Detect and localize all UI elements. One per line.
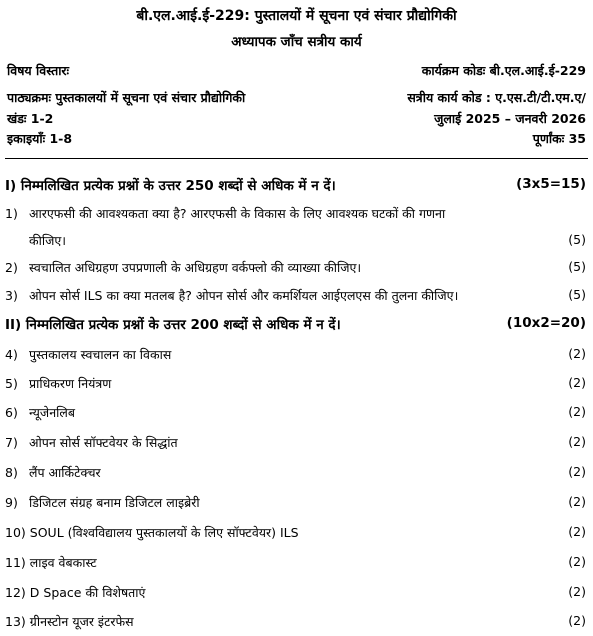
question-5 — [5, 375, 586, 392]
question-6 — [5, 404, 586, 421]
question-marks: (2) — [568, 346, 586, 361]
question-marks: (2) — [568, 584, 586, 599]
question-8 — [5, 464, 586, 481]
question-text: डिजिटल संग्रह बनाम डिजिटल लाइब्रेरी — [28, 495, 200, 510]
question-marks: (2) — [568, 434, 586, 449]
document-title: बी.एल.आई.ई-229: पुस्तालयों में सूचना एवं संचार प्रौद्योगिकी — [136, 8, 457, 24]
question-3 — [5, 287, 586, 304]
question-text: लाइव वेबकास्ट — [29, 555, 97, 570]
question-text: पुस्तकालय स्वचालन का विकास — [28, 347, 172, 362]
question-number: 8) — [5, 465, 18, 480]
question-1 — [5, 205, 586, 222]
question-number: 11) — [5, 555, 26, 570]
question-11 — [5, 554, 586, 571]
section-2-marks: (10x2=20) — [506, 315, 586, 331]
question-marks: (2) — [568, 464, 586, 479]
units: इकाइयाँः 1-8 — [7, 131, 73, 146]
question-marks: (2) — [568, 375, 586, 390]
question-marks: (2) — [568, 494, 586, 509]
question-number: 1) — [5, 206, 18, 221]
divider — [5, 158, 588, 159]
question-13 — [5, 613, 586, 630]
question-number: 2) — [5, 260, 18, 275]
blocks: खंडः 1-2 — [7, 111, 54, 126]
question-text: न्यूजेनलिब — [28, 405, 75, 420]
assignment-code: सत्रीय कार्य कोड : ए.एस.टी/टी.एम.ए/ — [407, 90, 586, 105]
section-1-heading — [5, 176, 586, 194]
subject-label: विषय विस्तारः — [7, 63, 70, 78]
question-9 — [5, 494, 586, 511]
question-text-continued: कीजिए। — [29, 233, 67, 248]
question-number: 13) — [5, 614, 26, 629]
question-marks: (5) — [568, 259, 586, 274]
question-text: लैंप आर्किटेक्चर — [28, 465, 101, 480]
question-number: 5) — [5, 376, 18, 391]
document-subtitle: अध्यापक जाँच सत्रीय कार्य — [231, 34, 362, 50]
question-marks: (5) — [568, 232, 586, 247]
question-number: 4) — [5, 347, 18, 362]
question-12 — [5, 584, 586, 601]
question-2 — [5, 259, 586, 276]
question-text: ग्रीनस्टोन यूजर इंटरफेस — [29, 614, 134, 629]
question-number: 3) — [5, 288, 18, 303]
question-marks: (5) — [568, 287, 586, 302]
question-text: आरएफसी की आवश्यकता क्या है? आरएफसी के विकास के लिए आवश्यक घटकों की गणना — [28, 206, 446, 221]
question-number: 6) — [5, 405, 18, 420]
max-marks: पूर्णांकः 35 — [532, 131, 586, 146]
question-text: ओपन सोर्स ILS का क्या मतलब है? ओपन सोर्स और कमर्शियल आईएलएस की तुलना कीजिए। — [28, 288, 459, 303]
question-number: 7) — [5, 435, 18, 450]
question-text: प्राधिकरण नियंत्रण — [28, 376, 112, 391]
question-10 — [5, 524, 586, 541]
question-text: ओपन सोर्स सॉफ्टवेयर के सिद्धांत — [28, 435, 178, 450]
question-number: 9) — [5, 495, 18, 510]
session: जुलाई 2025 – जनवरी 2026 — [434, 111, 586, 126]
course-name: पाठ्यक्रमः पुस्तकालयों में सूचना एवं संचार प्रौद्योगिकी — [7, 90, 246, 105]
question-marks: (2) — [568, 554, 586, 569]
section-2-heading — [5, 315, 586, 333]
question-7 — [5, 434, 586, 451]
section-1-heading-text: I) निम्मलिखित प्रत्येक प्रश्नों के उत्तर 250 शब्दों से अधिक में न दें। — [5, 178, 336, 194]
section-1-marks: (3x5=15) — [516, 176, 586, 192]
question-marks: (2) — [568, 524, 586, 539]
question-text: स्वचालित अधिग्रहण उपप्रणाली के अधिग्रहण वर्कफ्लो की व्याख्या कीजिए। — [28, 260, 362, 275]
question-number: 12) — [5, 585, 26, 600]
question-marks: (2) — [568, 404, 586, 419]
question-number: 10) — [5, 525, 26, 540]
question-text: SOUL (विश्वविद्यालय पुस्तकालयों के लिए सॉफ्टवेयर) ILS — [29, 525, 299, 540]
programme-code: कार्यक्रम कोडः बी.एल.आई.ई-229 — [421, 63, 586, 78]
question-text: D Space की विशेषताएं — [29, 585, 146, 600]
section-2-heading-text: II) निम्मलिखित प्रत्येक प्रश्नों के उत्तर 200 शब्दों से अधिक में न दें। — [5, 317, 341, 333]
question-4 — [5, 346, 586, 363]
question-marks: (2) — [568, 613, 586, 628]
